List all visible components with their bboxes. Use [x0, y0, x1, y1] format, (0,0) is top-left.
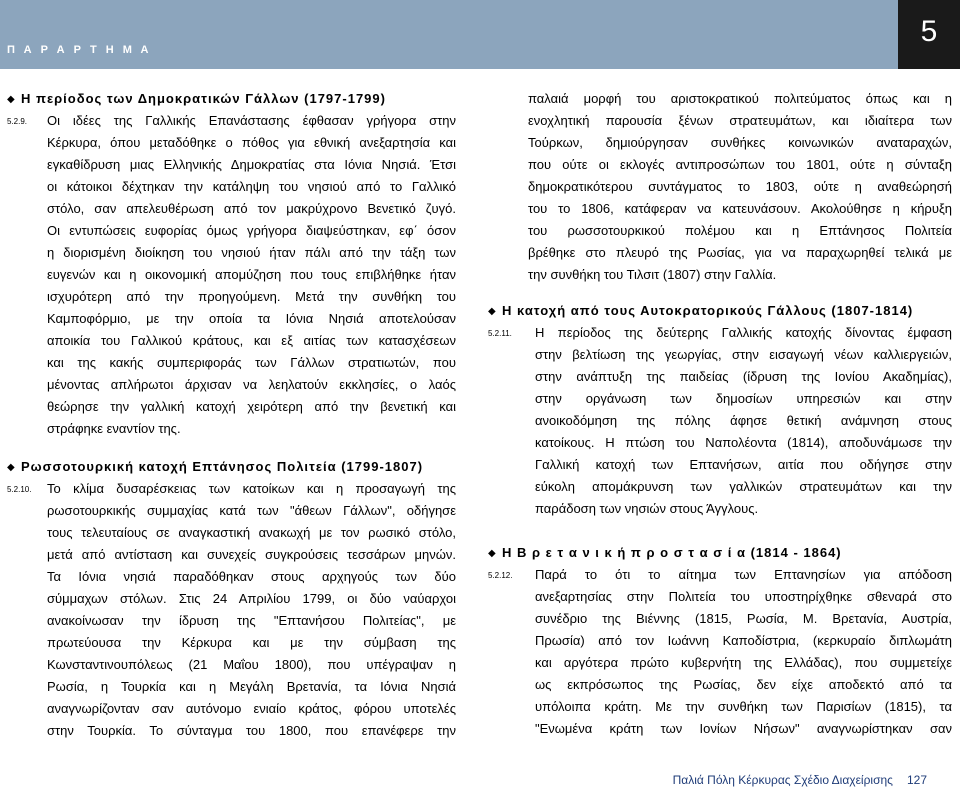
diamond-bullet-icon: ◆	[7, 462, 16, 473]
chapter-number: 5	[920, 15, 938, 48]
paragraph-number: 5.2.12.	[488, 571, 513, 580]
text-line: Τούρκων, δημιούργησαν συνθήκες κοινωνικών αναταραχών,	[528, 135, 952, 150]
text-line: στην Τουρκία. Το σύνταγμα του 1800, που επανέφερε την	[47, 723, 456, 738]
text-line: τους τελευταίους σε αναγκαστική ανακωχή με τον ρωσικό στόλο,	[47, 525, 456, 540]
text-line: σύμμαχων στόλων. Στις 24 Απριλίου 1799, οι δύο ναύαρχοι	[47, 591, 456, 606]
text-line: ως εκπρόσωπος της Ρωσίας, δεν είχε αποδεκτό από τα	[535, 677, 952, 692]
text-line: η διορισμένη διοίκηση του νησιού ήταν πάλι από την τάξη των	[47, 245, 456, 260]
text-line: του ρωσσοτουρκικού πολέμου και η Επτάνησος Πολιτεία	[528, 223, 952, 238]
text-line: εύκολη απομάκρυνση των γαλλικών στρατευμάτων και την	[535, 479, 952, 494]
text-line: συνέδριο της Βιέννης (1815, Ρωσία, Μ. Βρετανία, Αυστρία,	[535, 611, 952, 626]
paragraph-number: 5.2.11.	[488, 329, 512, 338]
paragraph-5-2-9	[7, 110, 456, 440]
text-line: δημοκρατικότερου συντάγματος το 1803, ούτε η αναθεώρησή	[528, 179, 952, 194]
paragraph-5-2-12	[488, 564, 952, 740]
text-line: που ούτε οι εκλογές αντιπροσώπων του 1801, ούτε η σύνταξη	[528, 157, 952, 172]
text-line: ενοχλητική παρουσία ξένων στρατευμάτων, και ιδιαίτερα των	[528, 113, 952, 128]
text-line: παλαιά μορφή του αριστοκρατικού πολιτεύματος όπως και η	[528, 91, 952, 106]
text-line: οι κάτοικοι δέχτηκαν την κατάληψη του νησιού από το Γαλλικό	[47, 179, 456, 194]
text-line: μένοντας απλήρωτοι άρχισαν να λεηλατούν εκκλησίες, ο λαός	[47, 377, 456, 392]
text-line: βρέθηκε στο πλευρό της Ρωσίας, για να παραχωρηθεί τελικά με	[528, 245, 952, 260]
text-line: Κέρκυρα, όπου μεταδόθηκε ο πόθος για εθνική ανεξαρτησία και	[47, 135, 456, 150]
heading-imperial-french: ◆ Η κατοχή από τους Αυτοκρατορικούς Γάλλους (1807-1814)	[488, 300, 952, 322]
text-line: Γαλλική κατοχή των Επτανήσων, αιτία που οδήγησε στην	[535, 457, 952, 472]
paragraph-text	[535, 564, 952, 740]
text-line: και της κακής συμπεριφοράς των Γάλλων στρατιωτών, που	[47, 355, 456, 370]
text-line: Κωνσταντινουπόλεως (21 Μαΐου 1800), που υπέγραψαν η	[47, 657, 456, 672]
paragraph-number: 5.2.9.	[7, 117, 28, 126]
text-line: στην ανάπτυξη της παιδείας (ίδρυση της Ιονίου Ακαδημίας),	[535, 369, 952, 384]
text-line: εγκαθίδρυση μιας Ελληνικής Δημοκρατίας στα Ιόνια Νησιά. Έτσι	[47, 157, 456, 172]
diamond-bullet-icon: ◆	[7, 94, 16, 105]
heading-democratic-french: ◆ Η περίοδος των Δημοκρατικών Γάλλων (1797-1799)	[7, 88, 456, 110]
text-line: ανοικοδόμηση της πόλης άφησε θετική ανάμνηση στους	[535, 413, 952, 428]
text-line: στην οργάνωση των δημοσίων υπηρεσιών και στην	[535, 391, 952, 406]
text-line: στην βελτίωση της γεωργίας, στην εισαγωγή νέων καλλιεργειών,	[535, 347, 952, 362]
heading-british-protection: ◆ Η Β ρ ε τ α ν ι κ ή π ρ ο σ τ α σ ί α (1814 - 1864)	[488, 542, 952, 564]
paragraph-number: 5.2.10.	[7, 485, 32, 494]
text-line: υπόλοιπα κράτη. Με την συνθήκη των Παρισίων (1815), τα	[535, 699, 952, 714]
paragraph-continuation	[488, 88, 952, 286]
text-line: Η περίοδος της δεύτερης Γαλλικής κατοχής δίνοντας έμφαση	[535, 325, 952, 340]
text-line: Καμποφόρμιο, με την οποία τα Ιόνια Νησιά αποτελούσαν	[47, 311, 456, 326]
heading-russo-turkish: ◆ Ρωσσοτουρκική κατοχή Επτάνησος Πολιτεία (1799-1807)	[7, 456, 456, 478]
text-line: αποικία του Γαλλικού κράτους, και εξ αιτίας των κατασχέσεων	[47, 333, 456, 348]
text-line: και αργότερα πρώτο κυβερνήτη της Ελλάδας), που συμμετείχε	[535, 655, 952, 670]
text-line: Ρωσία, η Τουρκία και η Μεγάλη Βρετανία, τα Ιόνια Νησιά	[47, 679, 456, 694]
text-line: Οι ιδέες της Γαλλικής Επανάστασης έφθασαν γρήγορα στην	[47, 113, 456, 128]
right-column	[488, 88, 952, 740]
header-bar	[0, 0, 898, 69]
text-line: Τα Ιόνια νησιά παραδόθηκαν στους αρχηγούς των δύο	[47, 569, 456, 584]
chapter-number-box	[898, 0, 960, 69]
paragraph-text	[528, 88, 952, 286]
text-line: ισχυρότερη από την προηγούμενη. Μετά την συνθήκη του	[47, 289, 456, 304]
text-line: ρωσοτουρκικής συμμαχίας κατά των "άθεων Γάλλων", οδήγησε	[47, 503, 456, 518]
text-line: Πρωσία) από τον Ιωάννη Καποδίστρια, (κερκυραίο διπλωμάτη	[535, 633, 952, 648]
text-line: αναγνωρίζονταν σαν αυτόνομο ενιαίο κράτος, φόρου υποτελές	[47, 701, 456, 716]
diamond-bullet-icon: ◆	[488, 548, 497, 559]
paragraph-text	[535, 322, 952, 520]
text-line: την συνθήκη του Τιλσιτ (1807) στην Γαλλία.	[528, 267, 777, 282]
text-line: Παρά το ότι το αίτημα των Επτανησίων για απόδοση	[535, 567, 952, 582]
paragraph-5-2-10	[7, 478, 456, 742]
left-column	[7, 88, 456, 742]
text-line: στράφηκε εναντίον της.	[47, 421, 181, 436]
section-title: Π Α Ρ Α Ρ Τ Η Μ Α	[7, 44, 152, 56]
text-line: παράδοση των νησιών στους Άγγλους.	[535, 501, 759, 516]
diamond-bullet-icon: ◆	[488, 306, 497, 317]
text-line: κατοίκους. Η πτώση του Ναπολέοντα (1814), αποδυνάμωσε την	[535, 435, 952, 450]
text-line: ευγενών και η οικονομική απομύζηση που τους επιβλήθηκε ήταν	[47, 267, 456, 282]
page-footer	[673, 773, 927, 787]
text-line: Οι εντυπώσεις ευφορίας όμως γρήγορα διαψεύστηκαν, εφ΄ όσον	[47, 223, 456, 238]
text-line: ανακοίνωσαν την ίδρυση της "Επτανήσου Πολιτείας", με	[47, 613, 456, 628]
text-line: πρωτεύουσα την Κέρκυρα και με την σύμβαση της	[47, 635, 456, 650]
paragraph-text	[47, 478, 456, 742]
paragraph-text	[47, 110, 456, 440]
text-line: του το 1806, κατάφεραν να κατευνάσουν. Ακολούθησε η κήρυξη	[528, 201, 952, 216]
paragraph-5-2-11	[488, 322, 952, 520]
text-line: "Ενωμένα κράτη των Ιονίων Νήσων" αναγνωρίστηκαν σαν	[535, 721, 952, 736]
page-number: 127	[906, 773, 927, 787]
footer-document-title: Παλιά Πόλη Κέρκυρας Σχέδιο Διαχείρισης	[672, 773, 893, 787]
text-line: στόλο, σαν απελευθέρωση από τον μακρύχρονο Βενετικό ζυγό.	[47, 201, 456, 216]
text-line: ανεξαρτησίας στην Πολιτεία του υποστηρίχθηκε σθεναρά στο	[535, 589, 952, 604]
text-line: Το κλίμα δυσαρέσκειας των κατοίκων και η προσαγωγή της	[47, 481, 456, 496]
text-line: μετά από αντίσταση και συνεχείς συγκρούσεις τεσσάρων μηνών.	[47, 547, 456, 562]
text-line: θεώρησε την γαλλική κατοχή χειρότερη από την βενετική και	[47, 399, 456, 414]
